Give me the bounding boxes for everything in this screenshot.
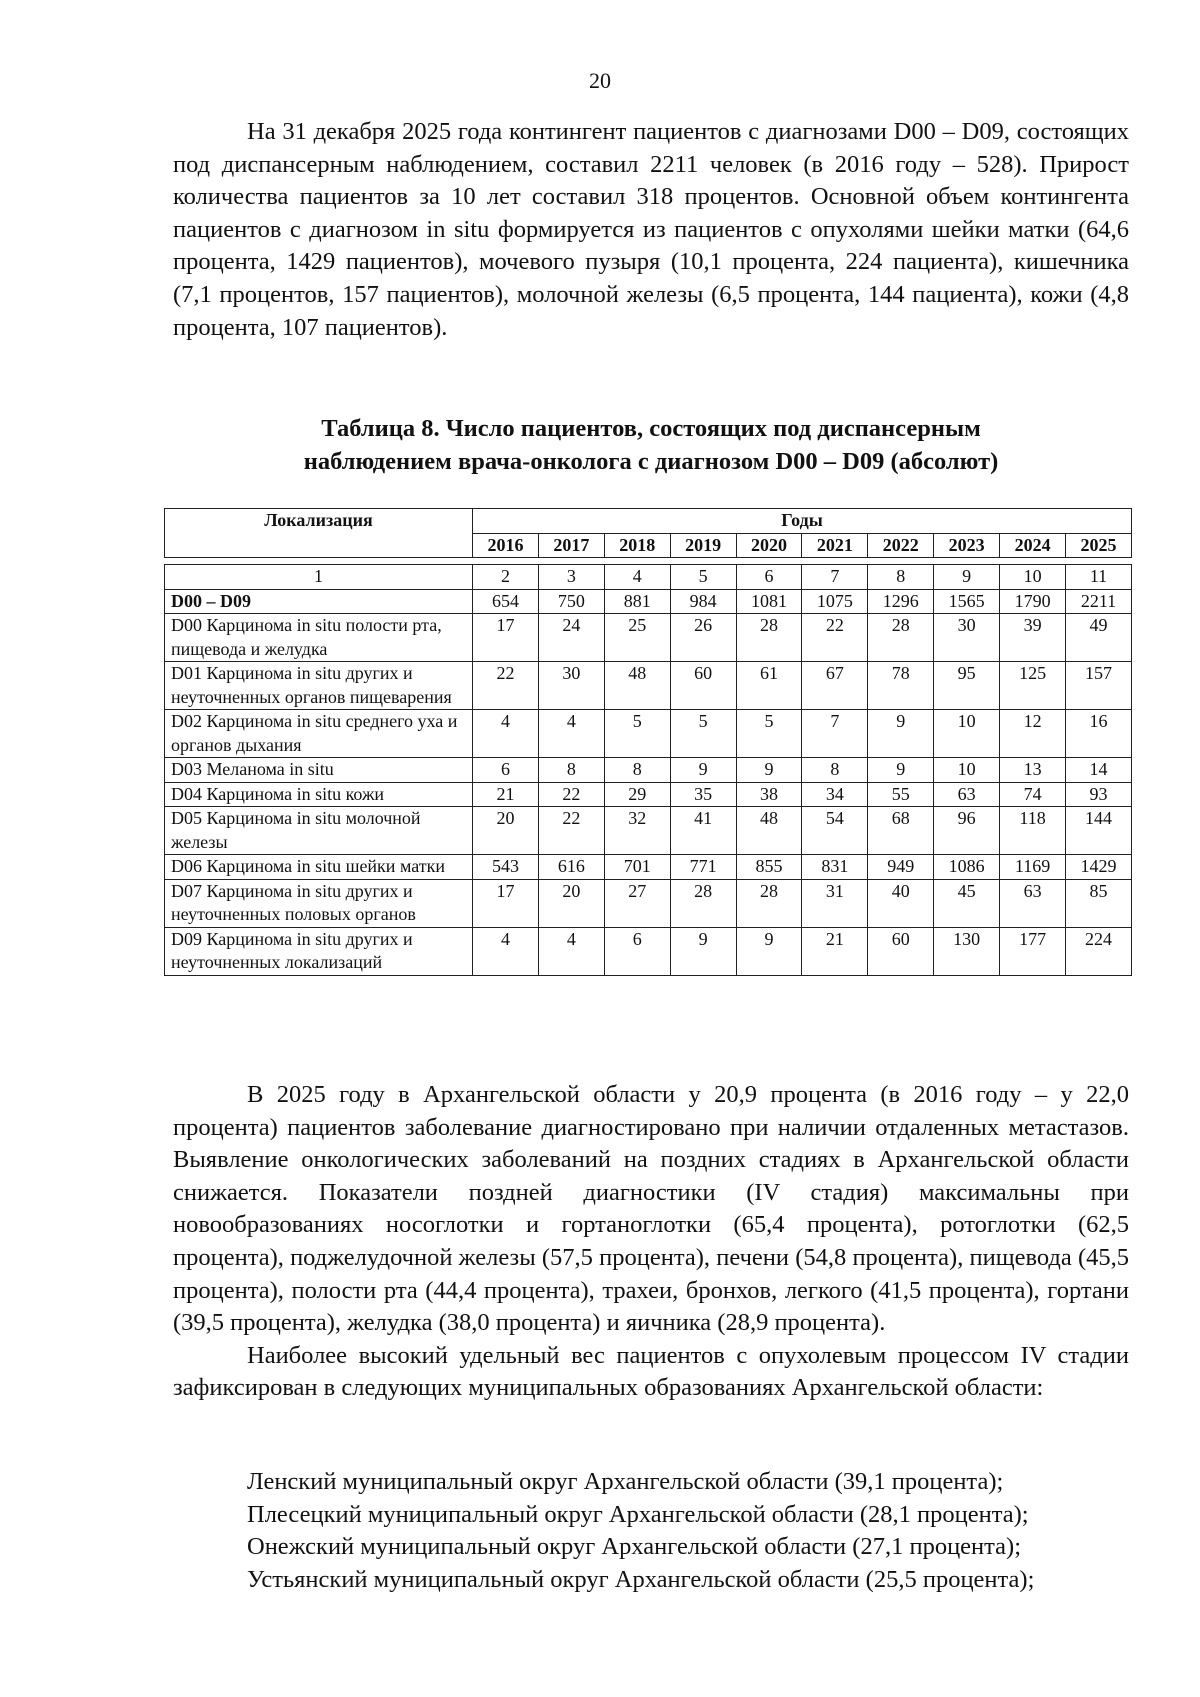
header-year: 2023	[934, 533, 1000, 558]
table-row	[165, 758, 1132, 783]
value-cell: 17	[473, 879, 539, 927]
value-cell: 6	[604, 927, 670, 975]
row-label: D09 Карцинома in situ других и неуточненных локализаций	[165, 927, 473, 975]
value-cell: 49	[1066, 614, 1132, 662]
value-cell: 21	[473, 782, 539, 807]
value-cell: 60	[670, 662, 736, 710]
value-cell: 54	[802, 807, 868, 855]
value-cell: 12	[1000, 710, 1066, 758]
value-cell: 881	[604, 589, 670, 614]
value-cell: 1086	[934, 855, 1000, 880]
list-item: Плесецкий муниципальный округ Архангельской области (28,1 процента);	[247, 1500, 1029, 1528]
column-number-cell: 8	[868, 565, 934, 590]
row-label: D06 Карцинома in situ шейки матки	[165, 855, 473, 880]
value-cell: 1296	[868, 589, 934, 614]
value-cell: 39	[1000, 614, 1066, 662]
paragraph-municipal-intro: Наиболее высокий удельный вес пациентов с опухолевым процессом IV стадии зафиксирован в следующих муниципальных образованиях Архангельской области:	[173, 1341, 1129, 1402]
value-cell: 27	[604, 879, 670, 927]
value-cell: 701	[604, 855, 670, 880]
value-cell: 48	[736, 807, 802, 855]
value-cell: 55	[868, 782, 934, 807]
value-cell: 35	[670, 782, 736, 807]
table-caption	[173, 412, 1129, 478]
value-cell: 68	[868, 807, 934, 855]
table-row	[165, 614, 1132, 662]
value-cell: 32	[604, 807, 670, 855]
value-cell: 4	[473, 927, 539, 975]
row-label: D05 Карцинома in situ молочной железы	[165, 807, 473, 855]
value-cell: 93	[1066, 782, 1132, 807]
table-caption-line-2: наблюдением врача-онколога с диагнозом D00 – D09 (абсолют)	[303, 448, 999, 475]
table-spacer	[165, 558, 1132, 565]
column-number-cell: 10	[1000, 565, 1066, 590]
value-cell: 616	[538, 855, 604, 880]
value-cell: 543	[473, 855, 539, 880]
table-column-number-row	[165, 565, 1132, 590]
header-years: Годы	[473, 509, 1132, 534]
intro-paragraph: На 31 декабря 2025 года контингент пациентов с диагнозами D00 – D09, состоящих под диспансерным наблюдением, составил 2211 человек (в 2016 году – 528). Прирост количества пациентов за 10 лет составил 318 процентов. Основной объем контингента пациентов с диагнозом in situ формируется из пациентов с опухолями шейки матки (64,6 процента, 1429 пациентов), мочевого пузыря (10,1 процента, 224 пациента), кишечника (7,1 процентов, 157 пациентов), молочной железы (6,5 процента, 144 пациента), кожи (4,8 процента, 107 пациентов).	[173, 118, 1129, 341]
value-cell: 157	[1066, 662, 1132, 710]
value-cell: 67	[802, 662, 868, 710]
value-cell: 1169	[1000, 855, 1066, 880]
value-cell: 28	[670, 879, 736, 927]
value-cell: 13	[1000, 758, 1066, 783]
table-row	[165, 710, 1132, 758]
column-number-cell: 9	[934, 565, 1000, 590]
municipal-list	[247, 1466, 1131, 1596]
value-cell: 40	[868, 879, 934, 927]
list-item: Устьянский муниципальный округ Архангельской области (25,5 процента);	[247, 1565, 1035, 1593]
value-cell: 24	[538, 614, 604, 662]
value-cell: 41	[670, 807, 736, 855]
column-number-cell: 2	[473, 565, 539, 590]
header-year: 2019	[670, 533, 736, 558]
header-year: 2024	[1000, 533, 1066, 558]
column-number-cell: 6	[736, 565, 802, 590]
value-cell: 8	[538, 758, 604, 783]
value-cell: 17	[473, 614, 539, 662]
value-cell: 74	[1000, 782, 1066, 807]
header-year: 2020	[736, 533, 802, 558]
value-cell: 9	[868, 758, 934, 783]
value-cell: 21	[802, 927, 868, 975]
header-year: 2018	[604, 533, 670, 558]
value-cell: 16	[1066, 710, 1132, 758]
value-cell: 22	[538, 782, 604, 807]
table-row	[165, 662, 1132, 710]
table-row	[165, 927, 1132, 975]
patients-table	[164, 508, 1132, 976]
column-number-cell: 1	[165, 565, 473, 590]
value-cell: 1081	[736, 589, 802, 614]
value-cell: 1565	[934, 589, 1000, 614]
header-year: 2016	[473, 533, 539, 558]
value-cell: 25	[604, 614, 670, 662]
value-cell: 96	[934, 807, 1000, 855]
value-cell: 177	[1000, 927, 1066, 975]
value-cell: 9	[868, 710, 934, 758]
value-cell: 29	[604, 782, 670, 807]
value-cell: 125	[1000, 662, 1066, 710]
value-cell: 45	[934, 879, 1000, 927]
value-cell: 48	[604, 662, 670, 710]
column-number-cell: 7	[802, 565, 868, 590]
row-label: D04 Карцинома in situ кожи	[165, 782, 473, 807]
value-cell: 85	[1066, 879, 1132, 927]
value-cell: 6	[473, 758, 539, 783]
value-cell: 30	[538, 662, 604, 710]
table-body	[165, 558, 1132, 976]
intro-section	[173, 116, 1129, 344]
value-cell: 654	[473, 589, 539, 614]
paragraph-late-diagnosis: В 2025 году в Архангельской области у 20,9 процента (в 2016 году – у 22,0 процента) пациентов заболевание диагностировано при наличии отдаленных метастазов. Выявление онкологических заболеваний на поздних стадиях в Архангельской области снижается. Показатели поздней диагностики (IV стадия) максимальны при новообразованиях носоглотки и гортаноглотки (65,4 процента), ротоглотки (62,5 процента), поджелудочной железы (57,5 процента), печени (54,8 процента), пищевода (45,5 процента), полости рта (44,4 процента), трахеи, бронхов, легкого (41,5 процента), гортани (39,5 процента), желудка (38,0 процента) и яичника (28,9 процента).	[173, 1081, 1129, 1337]
value-cell: 26	[670, 614, 736, 662]
value-cell: 10	[934, 758, 1000, 783]
value-cell: 8	[802, 758, 868, 783]
value-cell: 20	[538, 879, 604, 927]
row-label: D00 – D09	[165, 589, 473, 614]
value-cell: 30	[934, 614, 1000, 662]
value-cell: 130	[934, 927, 1000, 975]
value-cell: 9	[736, 927, 802, 975]
value-cell: 5	[736, 710, 802, 758]
list-item: Онежский муниципальный округ Архангельской области (27,1 процента);	[247, 1533, 1022, 1561]
table-row	[165, 807, 1132, 855]
value-cell: 20	[473, 807, 539, 855]
value-cell: 4	[473, 710, 539, 758]
table-caption-line-1: Таблица 8. Число пациентов, состоящих под диспансерным	[321, 415, 981, 442]
header-localization: Локализация	[165, 509, 473, 558]
header-year: 2021	[802, 533, 868, 558]
value-cell: 28	[736, 879, 802, 927]
value-cell: 14	[1066, 758, 1132, 783]
value-cell: 144	[1066, 807, 1132, 855]
value-cell: 63	[1000, 879, 1066, 927]
value-cell: 1075	[802, 589, 868, 614]
value-cell: 2211	[1066, 589, 1132, 614]
value-cell: 224	[1066, 927, 1132, 975]
value-cell: 4	[538, 927, 604, 975]
value-cell: 949	[868, 855, 934, 880]
row-label: D02 Карцинома in situ среднего уха и органов дыхания	[165, 710, 473, 758]
table-row	[165, 879, 1132, 927]
value-cell: 831	[802, 855, 868, 880]
value-cell: 10	[934, 710, 1000, 758]
row-label: D01 Карцинома in situ других и неуточненных органов пищеварения	[165, 662, 473, 710]
value-cell: 38	[736, 782, 802, 807]
value-cell: 1790	[1000, 589, 1066, 614]
value-cell: 984	[670, 589, 736, 614]
row-label: D00 Карцинома in situ полости рта, пищевода и желудка	[165, 614, 473, 662]
value-cell: 118	[1000, 807, 1066, 855]
list-item: Ленский муниципальный округ Архангельской области (39,1 процента);	[247, 1468, 1004, 1495]
column-number-cell: 11	[1066, 565, 1132, 590]
header-year: 2025	[1066, 533, 1132, 558]
header-year: 2022	[868, 533, 934, 558]
table-header-row-1	[165, 509, 1132, 534]
row-label: D03 Меланома in situ	[165, 758, 473, 783]
value-cell: 4	[538, 710, 604, 758]
value-cell: 7	[802, 710, 868, 758]
table-row	[165, 782, 1132, 807]
table-row	[165, 855, 1132, 880]
value-cell: 78	[868, 662, 934, 710]
value-cell: 9	[670, 927, 736, 975]
value-cell: 63	[934, 782, 1000, 807]
value-cell: 5	[670, 710, 736, 758]
value-cell: 5	[604, 710, 670, 758]
value-cell: 34	[802, 782, 868, 807]
row-label: D07 Карцинома in situ других и неуточненных половых органов	[165, 879, 473, 927]
value-cell: 771	[670, 855, 736, 880]
value-cell: 61	[736, 662, 802, 710]
value-cell: 750	[538, 589, 604, 614]
value-cell: 28	[736, 614, 802, 662]
column-number-cell: 4	[604, 565, 670, 590]
column-number-cell: 3	[538, 565, 604, 590]
page-number: 20	[589, 68, 611, 93]
value-cell: 22	[538, 807, 604, 855]
value-cell: 1429	[1066, 855, 1132, 880]
value-cell: 60	[868, 927, 934, 975]
header-year: 2017	[538, 533, 604, 558]
value-cell: 28	[868, 614, 934, 662]
column-number-cell: 5	[670, 565, 736, 590]
body-section	[173, 1079, 1129, 1405]
value-cell: 9	[670, 758, 736, 783]
value-cell: 95	[934, 662, 1000, 710]
value-cell: 22	[802, 614, 868, 662]
value-cell: 22	[473, 662, 539, 710]
value-cell: 855	[736, 855, 802, 880]
value-cell: 8	[604, 758, 670, 783]
value-cell: 9	[736, 758, 802, 783]
value-cell: 31	[802, 879, 868, 927]
table-row	[165, 589, 1132, 614]
